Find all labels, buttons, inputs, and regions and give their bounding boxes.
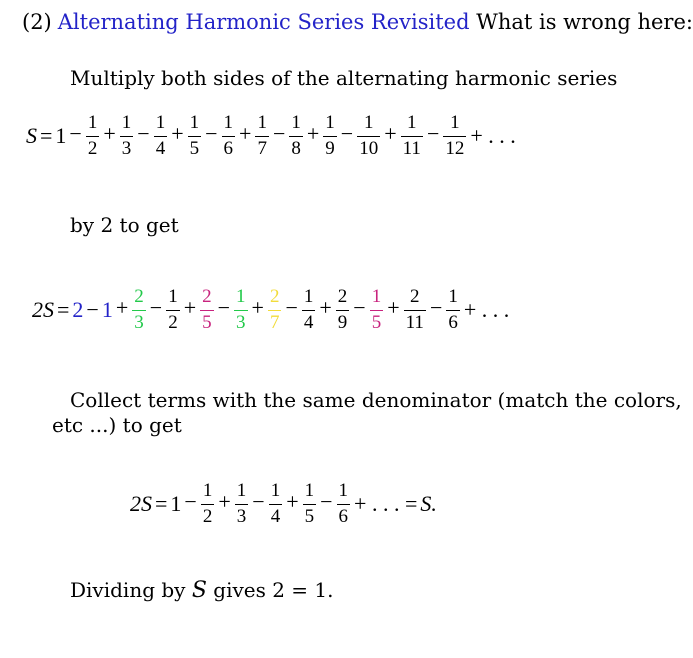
- eq1-ellipsis: + . . .: [470, 123, 516, 149]
- eq2-term-op: −: [353, 295, 366, 321]
- eq2-lead-two: 2: [72, 297, 84, 323]
- denominator: 6: [338, 505, 349, 527]
- eq3-term-fraction: [201, 480, 215, 529]
- eq3-term-op: −: [184, 489, 197, 515]
- numerator: 1: [371, 286, 382, 307]
- conclusion-pre: Dividing by: [70, 578, 186, 602]
- numerator: 2: [134, 286, 144, 307]
- eq2-equals: =: [57, 297, 70, 323]
- intro-text: Multiply both sides of the alternating harmonic series: [70, 66, 618, 90]
- numerator: 1: [87, 112, 98, 133]
- eq2-term-op: +: [183, 295, 197, 321]
- problem-prompt: What is wrong here:: [476, 10, 693, 34]
- eq1-term-fraction: [120, 112, 134, 161]
- eq1-term-op: +: [306, 121, 320, 147]
- eq3-term-op: +: [286, 489, 299, 515]
- denominator: 2: [87, 137, 98, 159]
- numerator: 1: [325, 112, 335, 133]
- numerator: 2: [410, 286, 420, 307]
- eq2-term-op: −: [429, 295, 443, 321]
- numerator: 1: [448, 286, 458, 307]
- eq1-term-op: −: [340, 121, 354, 147]
- eq2-term-op: +: [319, 295, 332, 321]
- denominator: 2: [168, 311, 178, 333]
- conclusion-post: gives 2 = 1.: [213, 578, 334, 602]
- denominator: 2: [202, 505, 213, 527]
- eq2-term-fraction: [200, 286, 214, 335]
- denominator: 4: [155, 137, 166, 159]
- result-equation: [130, 480, 437, 529]
- denominator: 4: [303, 311, 314, 333]
- eq2-term-fraction: [302, 286, 316, 335]
- eq1-equals: =: [40, 123, 53, 149]
- eq3-ellipsis: + . . . =: [354, 491, 418, 517]
- conclusion-var: S: [191, 578, 207, 603]
- eq2-term-op: −: [217, 295, 231, 321]
- eq1-term-op: +: [171, 121, 184, 147]
- eq1-term-fraction: [323, 112, 337, 161]
- denominator: 5: [189, 137, 200, 159]
- denominator: 3: [121, 137, 132, 159]
- problem-heading: [22, 10, 693, 34]
- eq1-term-fraction: [154, 112, 168, 161]
- eq1-term-fraction: [188, 112, 202, 161]
- numerator: 1: [450, 112, 460, 133]
- denominator: 7: [257, 137, 267, 159]
- eq1-term-fraction: [86, 112, 100, 161]
- eq3-term-fraction: [269, 480, 283, 529]
- eq2-term-fraction: [132, 286, 146, 335]
- eq3-equals: =: [155, 491, 168, 517]
- eq1-term-op: −: [137, 121, 150, 147]
- eq3-lhs: 2S: [130, 491, 152, 517]
- eq2-term-op: +: [115, 295, 129, 321]
- denominator: 3: [134, 311, 144, 333]
- eq2-term-fraction: [166, 286, 180, 335]
- numerator: 1: [236, 286, 246, 307]
- eq2-term-op: +: [387, 295, 400, 321]
- multiply-text: by 2 to get: [70, 213, 179, 237]
- eq3-term-fraction: [337, 480, 351, 529]
- eq2-term-fraction: [370, 286, 384, 335]
- numerator: 1: [270, 480, 281, 501]
- numerator: 1: [303, 286, 314, 307]
- eq2-term-op: +: [251, 295, 264, 321]
- eq1-term-op: −: [69, 121, 82, 147]
- eq1-term-op: +: [103, 121, 116, 147]
- problem-number: (2): [22, 10, 52, 34]
- numerator: 1: [338, 480, 349, 501]
- collect-text-line-1: Collect terms with the same denominator (match the colors,: [70, 388, 682, 412]
- eq1-terms: [66, 112, 467, 161]
- eq3-term-fraction: [303, 480, 317, 529]
- numerator: 1: [304, 480, 315, 501]
- denominator: 9: [337, 311, 348, 333]
- eq2-term-fraction: [446, 286, 460, 335]
- eq2-term-op: −: [149, 295, 163, 321]
- eq3-term-op: −: [252, 489, 265, 515]
- eq1-term-op: −: [205, 121, 218, 147]
- numerator: 1: [189, 112, 200, 133]
- eq1-term-fraction: [222, 112, 236, 161]
- numerator: 2: [202, 286, 212, 307]
- denominator: 11: [402, 137, 421, 159]
- eq2-terms: [113, 286, 461, 335]
- denominator: 5: [304, 505, 315, 527]
- collect-text-line-2: etc ...) to get: [52, 413, 182, 437]
- eq3-term-fraction: [235, 480, 249, 529]
- eq1-term-fraction: [401, 112, 423, 161]
- eq1-term-op: −: [272, 121, 286, 147]
- denominator: 10: [359, 137, 379, 159]
- eq2-term-fraction: [336, 286, 350, 335]
- series-equation: [26, 112, 519, 161]
- eq3-rhs: S.: [420, 491, 437, 517]
- eq1-term-fraction: [255, 112, 269, 161]
- eq1-lhs: S: [26, 123, 37, 149]
- numerator: 1: [202, 480, 213, 501]
- eq3-term-op: −: [320, 489, 333, 515]
- eq1-lead-term: 1: [55, 123, 67, 149]
- denominator: 4: [270, 505, 281, 527]
- eq2-term-op: −: [285, 295, 298, 321]
- eq2-lead-one: 1: [101, 297, 113, 323]
- eq2-term-fraction: [268, 286, 282, 335]
- eq1-term-fraction: [443, 112, 466, 161]
- eq2-lhs: 2S: [32, 297, 54, 323]
- denominator: 3: [236, 311, 246, 333]
- doubled-series-equation: [32, 286, 512, 335]
- denominator: 3: [236, 505, 247, 527]
- numerator: 1: [168, 286, 178, 307]
- numerator: 1: [121, 112, 132, 133]
- numerator: 1: [407, 112, 417, 133]
- conclusion-text: [70, 578, 334, 603]
- eq2-lead-minus: −: [86, 297, 99, 323]
- numerator: 1: [155, 112, 166, 133]
- eq1-term-op: +: [239, 121, 252, 147]
- eq1-term-op: +: [384, 121, 397, 147]
- eq1-term-op: −: [426, 121, 440, 147]
- eq1-term-fraction: [289, 112, 303, 161]
- numerator: 1: [257, 112, 267, 133]
- numerator: 1: [291, 112, 301, 133]
- numerator: 1: [236, 480, 247, 501]
- denominator: 5: [371, 311, 382, 333]
- denominator: 5: [202, 311, 212, 333]
- denominator: 12: [445, 137, 465, 159]
- eq3-term-op: +: [218, 489, 231, 515]
- denominator: 9: [325, 137, 335, 159]
- eq3-terms: [181, 480, 351, 529]
- numerator: 1: [363, 112, 374, 133]
- denominator: 6: [223, 137, 234, 159]
- eq3-lead-term: 1: [170, 491, 182, 517]
- denominator: 11: [405, 311, 424, 333]
- problem-title: Alternating Harmonic Series Revisited: [57, 10, 470, 34]
- eq1-term-fraction: [357, 112, 380, 161]
- numerator: 2: [337, 286, 348, 307]
- numerator: 2: [269, 286, 280, 307]
- denominator: 8: [291, 137, 301, 159]
- eq2-term-fraction: [234, 286, 248, 335]
- denominator: 6: [448, 311, 458, 333]
- numerator: 1: [223, 112, 234, 133]
- eq2-term-fraction: [404, 286, 426, 335]
- eq2-ellipsis: + . . .: [463, 297, 510, 323]
- denominator: 7: [269, 311, 280, 333]
